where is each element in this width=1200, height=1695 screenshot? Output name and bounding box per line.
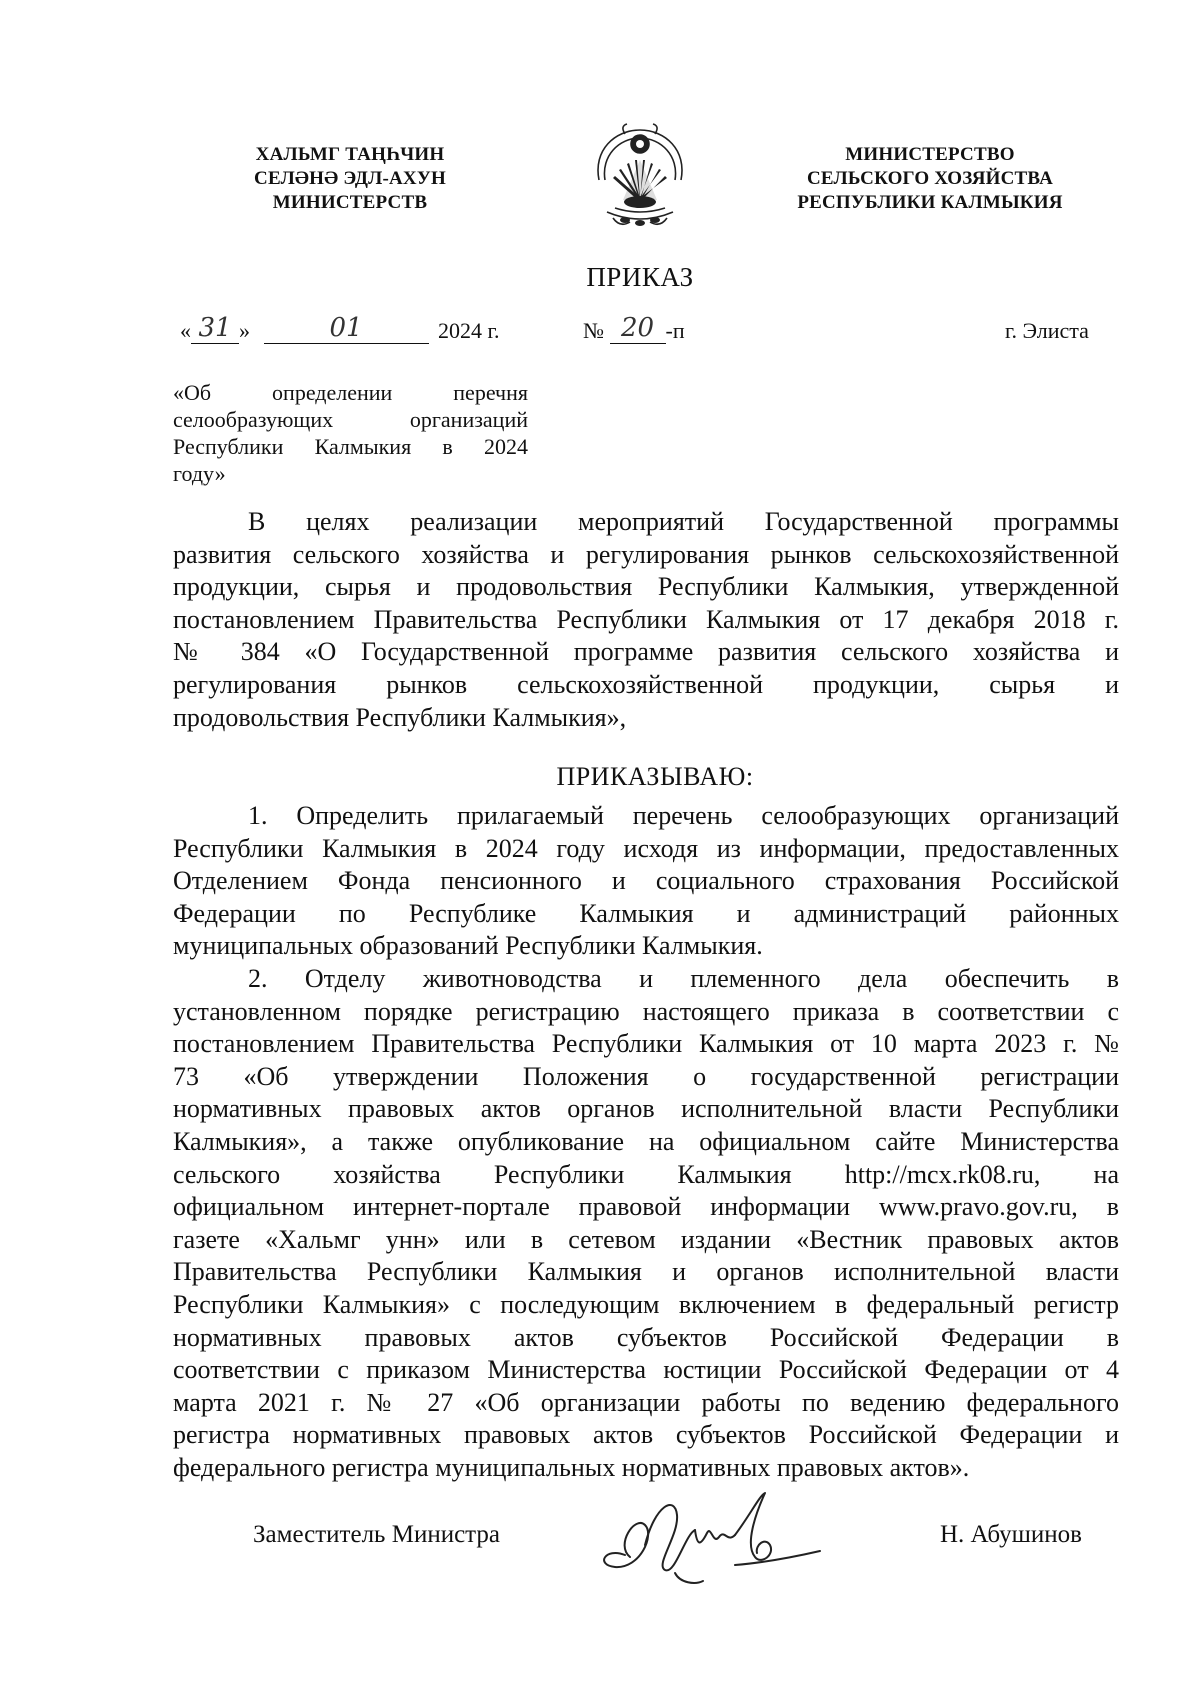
header-right-line: МИНИСТЕРСТВО	[845, 144, 1015, 165]
day-blank	[191, 313, 239, 344]
handwritten-number: 20	[620, 313, 655, 343]
text-line: сельского хозяйства Республики Калмыкия http://mcx.rk08.ru, на	[173, 1159, 1119, 1189]
subject-line: селообразующих организаций	[173, 407, 528, 432]
subject-line: году»	[173, 461, 226, 486]
order-directive: ПРИКАЗЫВАЮ:	[556, 762, 754, 791]
subject-line: Республики Калмыкия в 2024	[173, 434, 528, 459]
text-line: Республики Калмыкия в 2024 году исходя из информации, предоставленных	[173, 833, 1119, 863]
text-line: марта 2021 г. № 27 «Об организации работы по ведению федерального	[173, 1387, 1119, 1417]
text-line: Калмыкия», а также опубликование на официальном сайте Министерства	[173, 1126, 1119, 1156]
header-right-line: РЕСПУБЛИКИ КАЛМЫКИЯ	[797, 192, 1063, 213]
header-right-russian	[770, 143, 1090, 215]
header-left-line: ХАЛЬМГ ТАҢҺЧИН	[255, 144, 445, 165]
text-line: официальном интернет-портале правовой информации www.pravo.gov.ru, в	[173, 1192, 1119, 1222]
handwritten-month: 01	[329, 313, 363, 343]
item-1-paragraph	[173, 800, 1119, 963]
text-line: муниципальных образований Республики Калмыкия.	[173, 931, 763, 961]
text-line: В целях реализации мероприятий Государственной программы	[248, 507, 1119, 536]
text-line: Отделением Фонда пенсионного и социального страхования Российской	[173, 866, 1119, 896]
emblem-icon	[585, 120, 695, 232]
text-line: постановлением Правительства Республики Калмыкия от 10 марта 2023 г. №	[173, 1029, 1119, 1059]
text-line: Республики Калмыкия» с последующим включением в федеральный регистр	[173, 1289, 1119, 1319]
order-number	[583, 313, 685, 344]
order-date	[180, 313, 500, 344]
text-line: Правительства Республики Калмыкия и органов исполнительной власти	[173, 1257, 1119, 1287]
text-line: постановлением Правительства Республики Калмыкия от 17 декабря 2018 г.	[173, 604, 1119, 634]
text-line: регистра нормативных правовых актов субъектов Российской Федерации и	[173, 1420, 1119, 1450]
text-line: развития сельского хозяйства и регулирования рынков сельскохозяйственной	[173, 539, 1119, 569]
text-line: нормативных правовых актов органов исполнительной власти Республики	[173, 1094, 1119, 1124]
text-line: 73 «Об утверждении Положения о государственной регистрации	[173, 1061, 1119, 1091]
preamble-paragraph	[173, 506, 1119, 734]
number-suffix: -п	[665, 318, 685, 343]
month-blank	[264, 313, 429, 344]
text-line: нормативных правовых актов субъектов Российской Федерации в	[173, 1322, 1119, 1352]
header-left-line: СЕЛӘНӘ ЭДЛ-АХУН	[254, 168, 446, 189]
city: г. Элиста	[1005, 318, 1089, 343]
text-line: регулирования рынков сельскохозяйственной продукции, сырья и	[173, 669, 1119, 699]
text-line: продукции, сырья и продовольствия Республики Калмыкия, утвержденной	[173, 572, 1119, 602]
text-line: № 384 «О Государственной программе развития сельского хозяйства и	[173, 637, 1119, 667]
subject-line: «Об определении перечня	[173, 380, 528, 405]
signatory-position: Заместитель Министра	[253, 1521, 500, 1548]
text-line: 2. Отделу животноводства и племенного дела обеспечить в	[248, 964, 1119, 993]
document-title: ПРИКАЗ	[586, 262, 694, 292]
date-year: 2024 г.	[438, 318, 500, 343]
date-open-quote: «	[180, 318, 191, 343]
text-line: продовольствия Республики Калмыкия»,	[173, 702, 627, 732]
date-number-line	[0, 313, 1200, 358]
text-line: соответствии с приказом Министерства юстиции Российской Федерации от 4	[173, 1355, 1119, 1385]
item-2-paragraph	[173, 963, 1119, 1485]
number-sign: №	[583, 318, 604, 343]
text-line: 1. Определить прилагаемый перечень селообразующих организаций	[248, 801, 1119, 830]
date-close-quote: »	[239, 318, 250, 343]
text-line: федерального регистра муниципальных нормативных правовых актов».	[173, 1452, 970, 1482]
order-subject	[173, 379, 528, 487]
header-left-line: МИНИСТЕРСТВ	[272, 192, 428, 213]
number-blank	[610, 313, 666, 344]
text-line: газете «Хальмг унн» или в сетевом издании «Вестник правовых актов	[173, 1224, 1119, 1254]
text-line: установленном порядке регистрацию настоящего приказа в соответствии с	[173, 996, 1119, 1026]
text-line: Федерации по Республике Калмыкия и администраций районных	[173, 898, 1119, 928]
header-right-line: СЕЛЬСКОГО ХОЗЯЙСТВА	[806, 168, 1054, 189]
header-left-kalmyk	[205, 143, 495, 215]
handwritten-day: 31	[198, 313, 232, 343]
signatory-name: Н. Абушинов	[940, 1521, 1082, 1548]
signature-icon	[585, 1485, 835, 1595]
